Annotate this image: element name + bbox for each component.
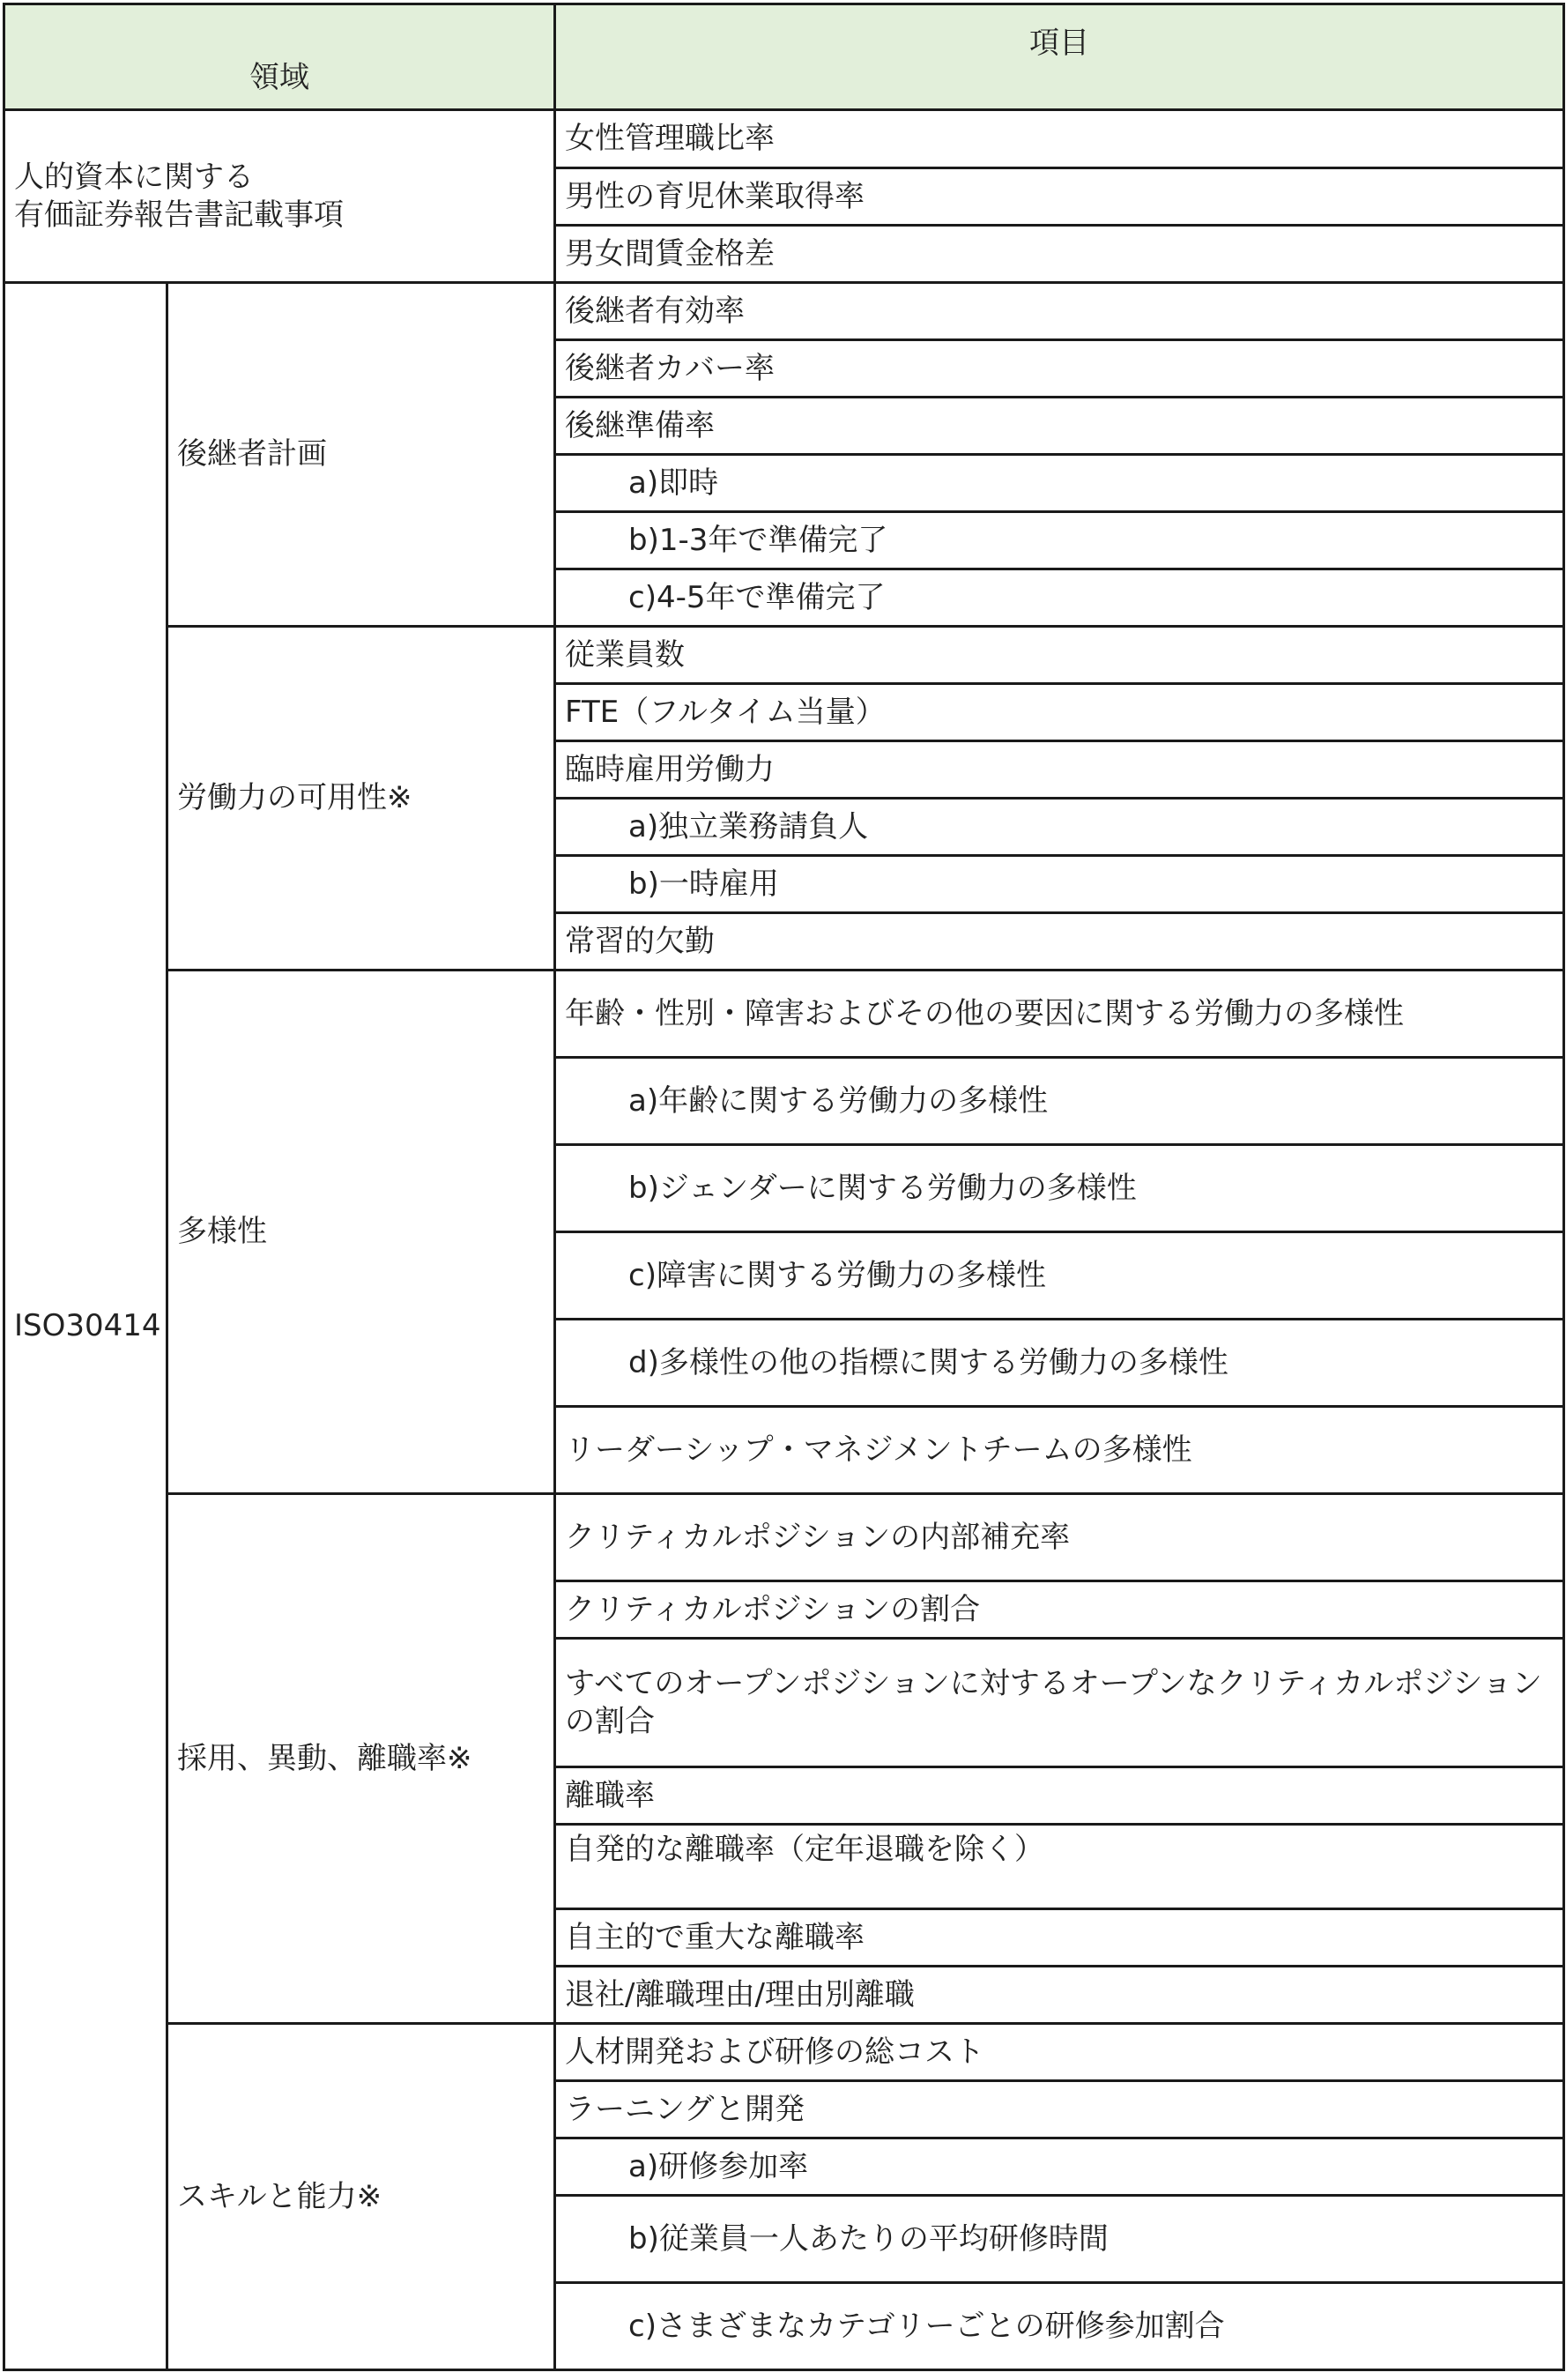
item-cell: 女性管理職比率 — [555, 110, 1564, 168]
item-cell: 人材開発および研修の総コスト — [555, 2024, 1564, 2081]
item-cell: 後継準備率 — [555, 398, 1564, 455]
item-cell: 自主的で重大な離職率 — [555, 1909, 1564, 1967]
area-label: 人的資本に関する 有価証券報告書記載事項 — [14, 160, 344, 233]
table-row — [4, 971, 1564, 1058]
table-row — [4, 627, 1564, 684]
item-cell: b)ジェンダーに関する労働力の多様性 — [555, 1145, 1564, 1232]
group-workforce-availability: 労働力の可用性※ — [167, 627, 555, 971]
item-cell: c)障害に関する労働力の多様性 — [555, 1232, 1564, 1320]
area-securities-report — [4, 110, 555, 283]
header-item: 項目 — [555, 4, 1564, 110]
item-cell: b)従業員一人あたりの平均研修時間 — [555, 2196, 1564, 2283]
group-recruitment-mobility-turnover: 採用、異動、離職率※ — [167, 1494, 555, 2024]
item-cell: b)一時雇用 — [555, 856, 1564, 913]
item-cell: c)さまざまなカテゴリーごとの研修参加割合 — [555, 2283, 1564, 2370]
item-cell: b)1-3年で準備完了 — [555, 512, 1564, 569]
item-cell: クリティカルポジションの割合 — [555, 1581, 1564, 1639]
item-cell: 後継者カバー率 — [555, 340, 1564, 398]
table-row — [4, 2024, 1564, 2081]
item-cell: 後継者有効率 — [555, 283, 1564, 340]
item-cell: FTE（フルタイム当量） — [555, 684, 1564, 741]
item-cell: a)独立業務請負人 — [555, 799, 1564, 856]
item-cell: 常習的欠勤 — [555, 913, 1564, 971]
item-cell: a)年齢に関する労働力の多様性 — [555, 1058, 1564, 1145]
item-cell: 男女間賃金格差 — [555, 226, 1564, 283]
item-cell: a)研修参加率 — [555, 2138, 1564, 2196]
item-cell: a)即時 — [555, 455, 1564, 512]
item-cell: 自発的な離職率（定年退職を除く） — [555, 1825, 1564, 1909]
group-succession-planning: 後継者計画 — [167, 283, 555, 627]
item-cell: 男性の育児休業取得率 — [555, 168, 1564, 226]
group-diversity: 多様性 — [167, 971, 555, 1494]
item-cell: 離職率 — [555, 1767, 1564, 1825]
item-cell: 従業員数 — [555, 627, 1564, 684]
item-cell: c)4-5年で準備完了 — [555, 569, 1564, 627]
item-cell: クリティカルポジションの内部補充率 — [555, 1494, 1564, 1581]
hr-metrics-table — [3, 3, 1565, 2371]
table-row — [4, 283, 1564, 340]
item-cell: 退社/離職理由/理由別離職 — [555, 1967, 1564, 2024]
item-cell: ラーニングと開発 — [555, 2081, 1564, 2138]
table-row — [4, 1494, 1564, 1581]
table-row — [4, 110, 1564, 168]
item-cell: 年齢・性別・障害およびその他の要因に関する労働力の多様性 — [555, 971, 1564, 1058]
area-iso30414: ISO30414 — [4, 283, 167, 2370]
header-row — [4, 4, 1564, 110]
item-cell: すべてのオープンポジションに対するオープンなクリティカルポジションの割合 — [555, 1639, 1564, 1767]
header-area: 領域 — [4, 4, 555, 110]
item-cell: d)多様性の他の指標に関する労働力の多様性 — [555, 1320, 1564, 1407]
group-skills-capabilities: スキルと能力※ — [167, 2024, 555, 2370]
item-cell: 臨時雇用労働力 — [555, 741, 1564, 799]
item-cell: リーダーシップ・マネジメントチームの多様性 — [555, 1407, 1564, 1494]
